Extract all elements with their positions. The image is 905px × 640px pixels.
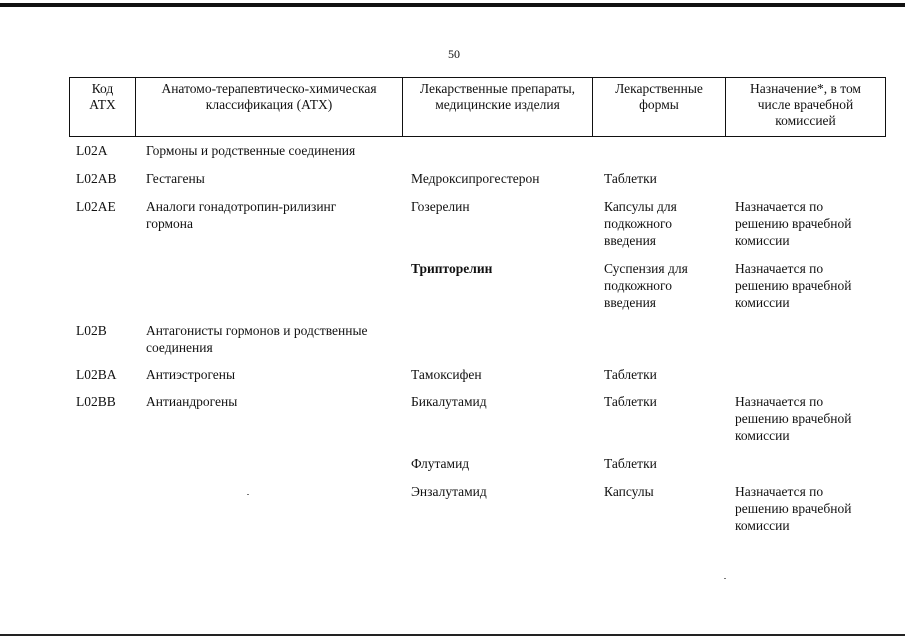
row-note: Назначается по решению врачебной комиссии bbox=[735, 261, 852, 310]
header-dosage-forms: Лекарственные формы bbox=[592, 77, 726, 137]
header-drugs: Лекарственные препараты, медицинские изделия bbox=[402, 77, 593, 137]
row-drug: Трипторелин bbox=[411, 261, 493, 276]
row-atc-name: Антагонисты гормонов и родственные соединения bbox=[146, 323, 368, 355]
row-note: Назначается по решению врачебной комиссии bbox=[735, 394, 852, 443]
row-form: Капсулы bbox=[604, 484, 654, 499]
row-form: Таблетки bbox=[604, 394, 657, 409]
header-atc-classification: Анатомо-терапевтическо-химическая классификация (АТХ) bbox=[135, 77, 403, 137]
row-code: L02A bbox=[76, 143, 108, 158]
row-note: Назначается по решению врачебной комиссии bbox=[735, 484, 852, 533]
row-atc-name: Гормоны и родственные соединения bbox=[146, 143, 356, 158]
row-drug: Энзалутамид bbox=[411, 484, 487, 499]
row-code: L02AB bbox=[76, 171, 117, 186]
row-drug: Медроксипрогестерон bbox=[411, 171, 540, 186]
row-atc-name: Антиэстрогены bbox=[146, 367, 236, 382]
row-atc-name: Гестагены bbox=[146, 171, 205, 186]
row-form: Капсулы для подкожного введения bbox=[604, 199, 677, 248]
scan-edge-bottom bbox=[0, 634, 905, 636]
header-prescription: Назначение*, в том числе врачебной комиссией bbox=[725, 77, 886, 137]
row-drug: Тамоксифен bbox=[411, 367, 482, 382]
row-atc-name: Антиандрогены bbox=[146, 394, 238, 409]
row-code: L02BB bbox=[76, 394, 116, 409]
row-form: Таблетки bbox=[604, 456, 657, 471]
row-atc-name: Аналоги гонадотропин-рилизинг гормона bbox=[146, 199, 337, 231]
row-drug: Флутамид bbox=[411, 456, 470, 471]
header-code: Код АТХ bbox=[69, 77, 136, 137]
scan-edge-top bbox=[0, 3, 905, 7]
row-code: L02AE bbox=[76, 199, 116, 214]
scan-speck bbox=[724, 578, 726, 579]
row-form: Суспензия для подкожного введения bbox=[604, 261, 688, 310]
row-note: Назначается по решению врачебной комиссии bbox=[735, 199, 852, 248]
row-drug: Бикалутамид bbox=[411, 394, 487, 409]
row-code: L02BA bbox=[76, 367, 117, 382]
row-form: Таблетки bbox=[604, 171, 657, 186]
page-number: 50 bbox=[448, 47, 460, 61]
scan-speck bbox=[247, 494, 249, 495]
row-form: Таблетки bbox=[604, 367, 657, 382]
row-code: L02B bbox=[76, 323, 107, 338]
row-drug: Гозерелин bbox=[411, 199, 470, 214]
